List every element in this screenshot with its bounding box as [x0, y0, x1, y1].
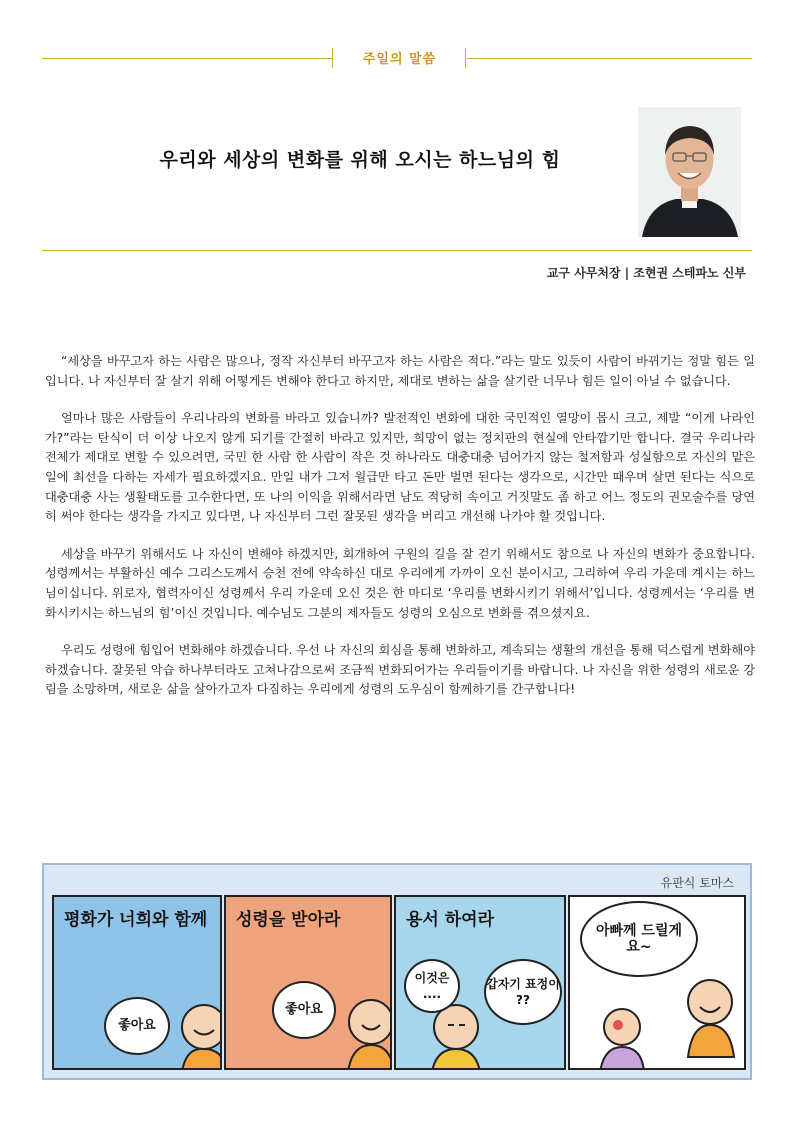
article-body — [45, 352, 755, 718]
speech-bubble: 좋아요 — [272, 981, 336, 1039]
speech-bubble: 이것은 .... — [404, 959, 460, 1013]
comic-panel-3 — [394, 895, 566, 1070]
speech-bubble: 좋아요 — [104, 997, 170, 1055]
header-tick-right — [465, 48, 466, 68]
comic-panel-4 — [568, 895, 746, 1070]
speech-bubble: 갑자기 표정이 ?? — [484, 959, 562, 1025]
title-divider — [42, 250, 752, 251]
paragraph: 우리도 성령에 힘입어 변화해야 하겠습니다. 우선 나 자신의 회심을 통해 변화하고, 계속되는 생활의 개선을 통해 덕스럽게 변화해야 하겠습니다. 잘못된 악습 하나부터라도 고쳐나감으로써 조금씩 변화되어가는 우리들이기를 바랍니다. 나 자신을 위한 성령의 새로운 강림을 소망하며, 새로운 삶을 살아가고자 다짐하는 우리에게 성령의 도우심이 함께하기를 간구합니다! — [45, 643, 755, 697]
panel-caption: 용서 하여라 — [406, 910, 495, 930]
panel-caption: 평화가 너희와 함께 — [64, 910, 208, 930]
panel-caption: 성령을 받아라 — [236, 910, 341, 930]
paragraph: 세상을 바꾸기 위해서도 나 자신이 변해야 하겠지만, 회개하여 구원의 길을 잘 걷기 위해서도 참으로 나 자신의 변화가 중요합니다. 성령께서는 부활하신 예수 그리스도께서 승천 전에 약속하신 대로 우리에게 가까이 오신 분이시고, 그리하여 우리 가운데 계시는 하느님이십니다. 위로자, 협력자이신 성령께서 우리 가운데 오신 것은 한 마디로 ‘우리를 변화시키기 위해서’입니다. 성령께서는 ‘우리를 변화시키시는 하느님의 힘’이신 것입니다. 예수님도 그분의 제자들도 성령의 오심으로 변화를 겪으셨지요. — [45, 546, 755, 620]
page-title: 우리와 세상의 변화를 위해 오시는 하느님의 힘 — [159, 149, 561, 171]
author-byline: 교구 사무처장 | 조현권 스테파노 신부 — [546, 266, 746, 280]
comic-panel-2 — [224, 895, 392, 1070]
comic-credit: 유판식 토마스 — [660, 876, 734, 890]
author-photo — [638, 107, 741, 237]
comic-panel-1 — [52, 895, 222, 1070]
comic-strip — [42, 863, 752, 1080]
speech-bubble: 아빠께 드릴게요~ — [580, 901, 698, 977]
section-title: 주일의 말씀 — [362, 52, 437, 67]
header-rule-right — [467, 58, 752, 59]
paragraph: “세상을 바꾸고자 하는 사람은 많으나, 정작 자신부터 바꾸고자 하는 사람은 적다.”라는 말도 있듯이 사람이 바뀌기는 정말 힘든 일입니다. 나 자신부터 잘 살기 위해 어떻게든 변해야 한다고 하지만, 제대로 변하는 삶을 살기란 너무나 힘든 일이 아닐 수 없습니다. — [45, 354, 755, 388]
header-rule-left — [42, 58, 332, 59]
author-portrait-illustration — [638, 107, 741, 237]
paragraph: 얼마나 많은 사람들이 우리나라의 변화를 바라고 있습니까? 발전적인 변화에 대한 국민적인 열망이 몹시 크고, 제발 “이게 나라인가?”라는 탄식이 더 이상 나오지 않게 되기를 간절히 바라고 있지만, 희망이 없는 정치판의 현실에 안타깝기만 합니다. 결국 우리나라 전체가 제대로 변할 수 있으려면, 국민 한 사람 한 사람이 작은 것 하나라도 대충대충 넘어가지 않는 철저함과 성실함으로 자신의 맡은 일에 최선을 다하는 자세가 필요하겠지요. 만일 내가 그저 월급만 타고 돈만 벌면 된다는 생각으로, 시간만 때우며 살면 된다는 식으로 대충대충 사는 생활태도를 고수한다면, 또 나의 이익을 위해서라면 남도 적당히 속이고 거짓말도 좀 하고 어느 정도의 권모술수를 당연히 써야 한다는 생각을 가지고 있다면, 나 자신부터 그런 잘못된 생각을 버리고 개선해 나가야 할 것입니다. — [45, 411, 755, 524]
